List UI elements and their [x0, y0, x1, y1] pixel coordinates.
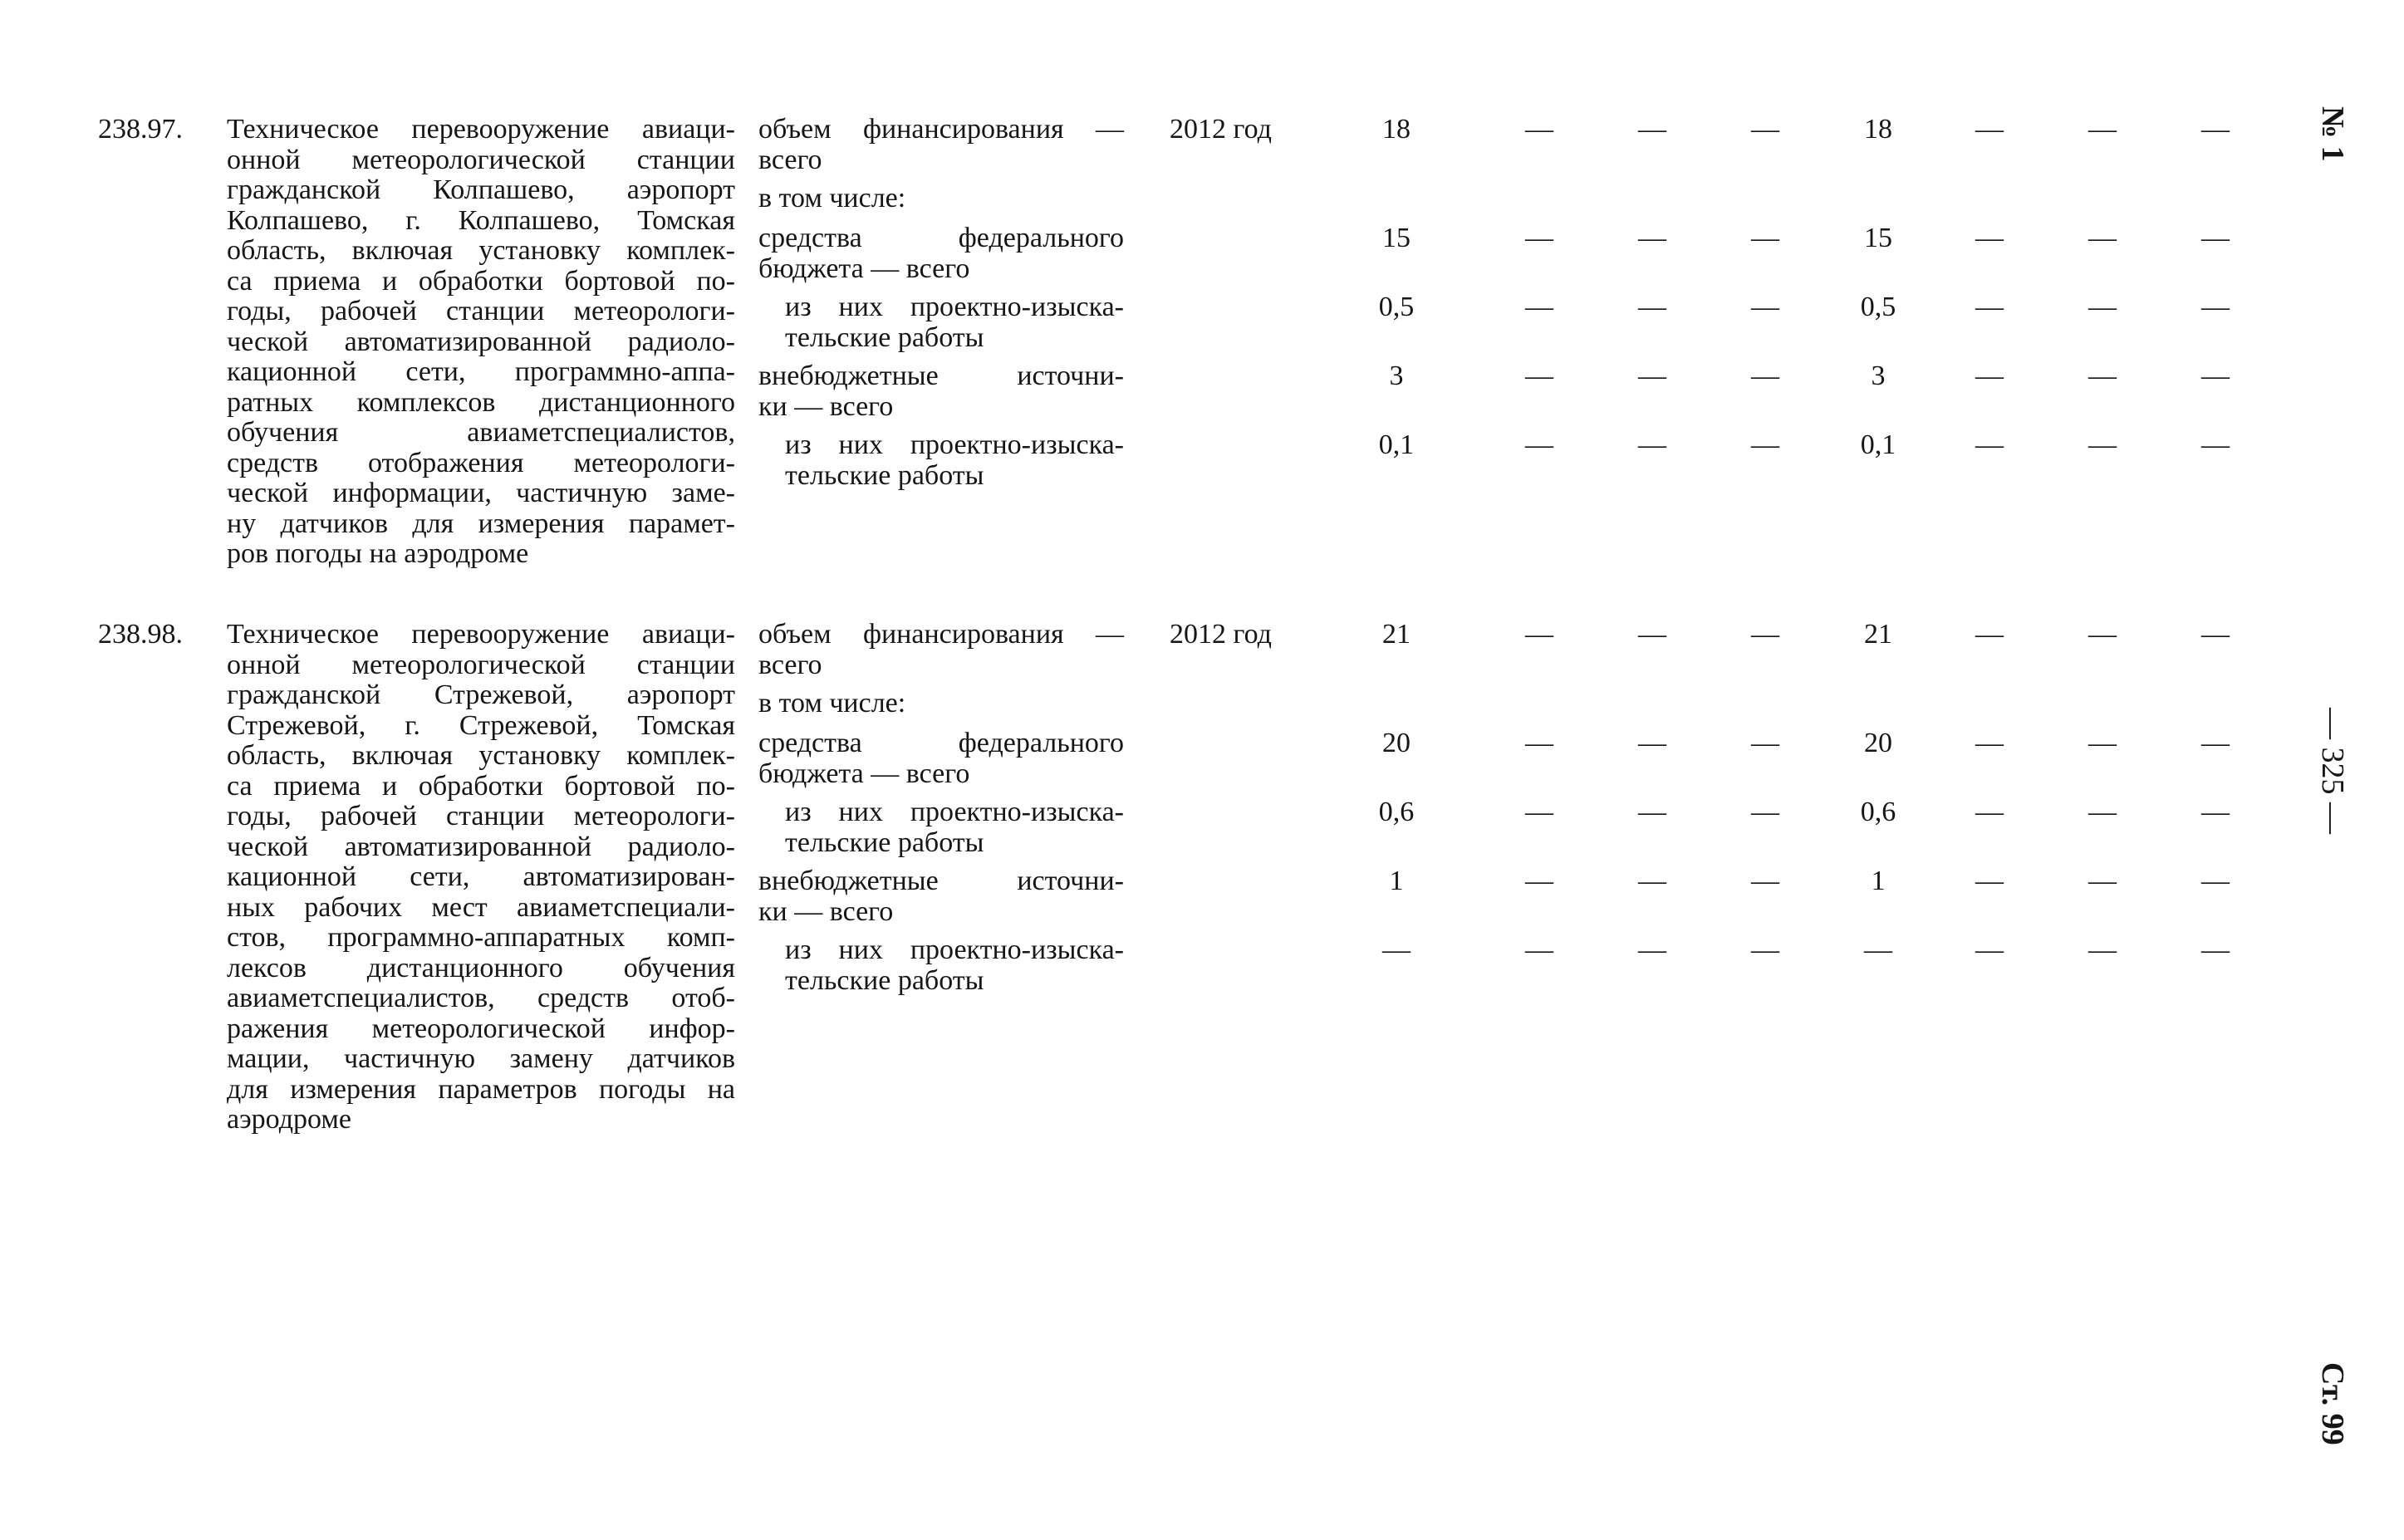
row-value: 3 — [1389, 360, 1404, 391]
row-label-line: из них проектно-изыска- — [785, 292, 1124, 322]
page-number: — 325 — — [2315, 708, 2350, 834]
entry-number: 238.98. — [98, 619, 183, 650]
entry-number: 238.97. — [98, 114, 183, 145]
row-value: 1 — [1871, 866, 1886, 896]
row-label-line: в том числе: — [758, 688, 906, 719]
table-row — [98, 430, 2258, 497]
row-label-line: в том числе: — [758, 183, 906, 213]
row-value: — — [1975, 360, 2004, 391]
description-line: мации, частичную замену датчиков — [227, 1043, 735, 1074]
row-label — [758, 620, 1124, 680]
issue-number: № 1 — [2315, 106, 2350, 162]
row-value: 0,1 — [1860, 429, 1896, 460]
description-line: гражданской Колпашево, аэропорт — [227, 174, 735, 205]
row-value: — — [1525, 114, 1553, 145]
table-row — [98, 620, 2258, 686]
description-line: Техническое перевооружение авиаци- — [227, 114, 735, 145]
row-value: — — [1638, 728, 1666, 758]
row-label-line: из них проектно-изыска- — [785, 934, 1124, 965]
row-value: — — [1638, 797, 1666, 827]
row-value: — — [1525, 360, 1553, 391]
description-line: онной метеорологической станции — [227, 649, 735, 680]
row-value: — — [1525, 292, 1553, 322]
table-row — [98, 866, 2258, 933]
row-value: 0,6 — [1378, 797, 1415, 827]
row-value: 21 — [1382, 619, 1411, 650]
row-value: — — [1975, 429, 2004, 460]
row-value: — — [1525, 728, 1553, 758]
row-label-line: средства федерального — [758, 223, 1124, 253]
row-label — [758, 866, 1124, 927]
row-value: — — [1525, 619, 1553, 650]
description-line: обучения авиаметспециалистов, — [227, 417, 735, 448]
row-value: — — [2201, 429, 2230, 460]
row-value: — — [1751, 292, 1779, 322]
description-line: стов, программно-аппаратных комп- — [227, 922, 735, 953]
description-line: ных рабочих мест авиаметспециали- — [227, 891, 735, 923]
table-row — [98, 935, 2258, 1002]
row-value: — — [1525, 429, 1553, 460]
row-value: — — [1638, 866, 1666, 896]
row-value: — — [2088, 429, 2117, 460]
row-label-line: тельские работы — [785, 459, 984, 491]
row-value: — — [2088, 360, 2117, 391]
row-value: — — [1751, 866, 1779, 896]
row-value: — — [1975, 797, 2004, 827]
row-value: — — [1975, 223, 2004, 253]
row-value: 0,5 — [1860, 292, 1896, 322]
row-value: 0,5 — [1378, 292, 1415, 322]
row-label-line: тельские работы — [785, 964, 984, 996]
description-line: средств отображения метеорологи- — [227, 447, 735, 478]
row-value: 1 — [1389, 866, 1404, 896]
description-line: годы, рабочей станции метеорологи- — [227, 296, 735, 326]
row-value: 15 — [1864, 223, 1892, 253]
row-label-line: внебюджетные источни- — [758, 360, 1124, 391]
row-label — [758, 728, 1124, 789]
row-label — [785, 430, 1124, 491]
row-value: — — [2201, 223, 2230, 253]
description-line: гражданской Стрежевой, аэропорт — [227, 679, 735, 710]
description-line: кационной сети, автоматизирован- — [227, 861, 735, 892]
row-value: 3 — [1871, 360, 1886, 391]
row-value: — — [1638, 429, 1666, 460]
row-value: — — [2201, 728, 2230, 758]
description-line: лексов дистанционного обучения — [227, 952, 735, 983]
row-value: — — [1638, 292, 1666, 322]
row-value: — — [1975, 114, 2004, 145]
row-value: — — [1638, 223, 1666, 253]
row-value: — — [1975, 934, 2004, 965]
row-label — [758, 115, 1124, 175]
row-value: — — [1525, 934, 1553, 965]
row-value: — — [1382, 934, 1411, 965]
row-value: — — [2201, 934, 2230, 965]
description-line: ческой автоматизированной радиоло- — [227, 326, 735, 357]
row-value: — — [1864, 934, 1892, 965]
row-value: — — [1975, 728, 2004, 758]
row-value: — — [1525, 797, 1553, 827]
row-value: — — [2201, 360, 2230, 391]
row-value: 21 — [1864, 619, 1892, 650]
row-value: — — [1751, 728, 1779, 758]
table-row — [98, 292, 2258, 359]
row-value: 18 — [1382, 114, 1411, 145]
row-label-line: тельские работы — [785, 826, 984, 858]
table-row — [98, 115, 2258, 181]
table-row — [98, 361, 2258, 428]
row-value: — — [1751, 619, 1779, 650]
row-value: — — [1975, 619, 2004, 650]
description-line: Стрежевой, г. Стрежевой, Томская — [227, 709, 735, 741]
row-value: 20 — [1864, 728, 1892, 758]
description-line: аэродроме — [227, 1104, 351, 1135]
row-label-line: бюджета — всего — [758, 253, 970, 284]
row-value: — — [2201, 866, 2230, 896]
description-line: для измерения параметров погоды на — [227, 1073, 735, 1105]
row-label — [785, 797, 1124, 858]
row-value: — — [2201, 114, 2230, 145]
row-value: 0,6 — [1860, 797, 1896, 827]
page-margin — [2276, 0, 2376, 1540]
row-label-line: всего — [758, 649, 822, 680]
row-value: 20 — [1382, 728, 1411, 758]
description-line: ражения метеорологической инфор- — [227, 1013, 735, 1044]
row-label — [758, 184, 1124, 214]
row-year: 2012 год — [1170, 114, 1272, 145]
row-label — [785, 935, 1124, 996]
row-value: — — [1975, 866, 2004, 896]
row-label — [785, 292, 1124, 353]
description-line: годы, рабочей станции метеорологи- — [227, 801, 735, 831]
row-value: — — [2201, 797, 2230, 827]
description-line: область, включая установку комплек- — [227, 740, 735, 771]
row-value: — — [2088, 728, 2117, 758]
row-value: — — [1638, 360, 1666, 391]
description-line: ческой автоматизированной радиоло- — [227, 831, 735, 862]
table-row — [98, 728, 2258, 795]
description-line: кационной сети, программно-аппа- — [227, 356, 735, 387]
row-value: — — [1751, 223, 1779, 253]
row-value: 15 — [1382, 223, 1411, 253]
table-row — [98, 223, 2258, 290]
row-value: — — [1751, 429, 1779, 460]
row-label — [758, 689, 1124, 719]
row-label — [758, 361, 1124, 422]
row-value: — — [1751, 114, 1779, 145]
row-value: — — [1751, 797, 1779, 827]
row-value: — — [2088, 223, 2117, 253]
row-value: — — [1751, 360, 1779, 391]
row-label-line: из них проектно-изыска- — [785, 429, 1124, 460]
description-line: ров погоды на аэродроме — [227, 538, 529, 569]
row-label — [758, 223, 1124, 284]
description-line: авиаметспециалистов, средств отоб- — [227, 983, 735, 1013]
description-line: ческой информации, частичную заме- — [227, 478, 735, 508]
row-value: — — [2088, 797, 2117, 827]
description-line: са приема и обработки бортовой по- — [227, 770, 735, 802]
row-label-line: из них проектно-изыска- — [785, 797, 1124, 827]
row-label-line: ки — всего — [758, 390, 894, 422]
row-value: — — [1975, 292, 2004, 322]
description-line: ратных комплексов дистанционного — [227, 386, 735, 418]
row-value: — — [2088, 114, 2117, 145]
row-label-line: тельские работы — [785, 321, 984, 353]
article-number: Ст. 99 — [2315, 1362, 2350, 1445]
row-label-line: объем финансирования — — [758, 619, 1124, 650]
description-line: Колпашево, г. Колпашево, Томская — [227, 204, 735, 236]
row-value: — — [2201, 619, 2230, 650]
row-label-line: средства федерального — [758, 728, 1124, 758]
row-label-line: всего — [758, 144, 822, 175]
row-label-line: объем финансирования — — [758, 114, 1124, 145]
row-value: — — [1638, 934, 1666, 965]
description-line: онной метеорологической станции — [227, 144, 735, 175]
row-value: — — [2088, 292, 2117, 322]
row-value: — — [2088, 619, 2117, 650]
description-line: ну датчиков для измерения парамет- — [227, 508, 735, 539]
row-label-line: бюджета — всего — [758, 758, 970, 789]
row-label-line: внебюджетные источни- — [758, 866, 1124, 896]
row-year: 2012 год — [1170, 619, 1272, 650]
table-row — [98, 797, 2258, 864]
row-value: 0,1 — [1378, 429, 1415, 460]
description-line: са приема и обработки бортовой по- — [227, 265, 735, 297]
row-value: — — [1525, 866, 1553, 896]
row-value: — — [2088, 866, 2117, 896]
row-value: — — [1525, 223, 1553, 253]
row-value: — — [1638, 619, 1666, 650]
row-value: 18 — [1864, 114, 1892, 145]
row-value: — — [1751, 934, 1779, 965]
row-value: — — [2088, 934, 2117, 965]
row-value: — — [2201, 292, 2230, 322]
row-label-line: ки — всего — [758, 895, 894, 927]
row-value: — — [1638, 114, 1666, 145]
description-line: область, включая установку комплек- — [227, 235, 735, 266]
description-line: Техническое перевооружение авиаци- — [227, 619, 735, 650]
